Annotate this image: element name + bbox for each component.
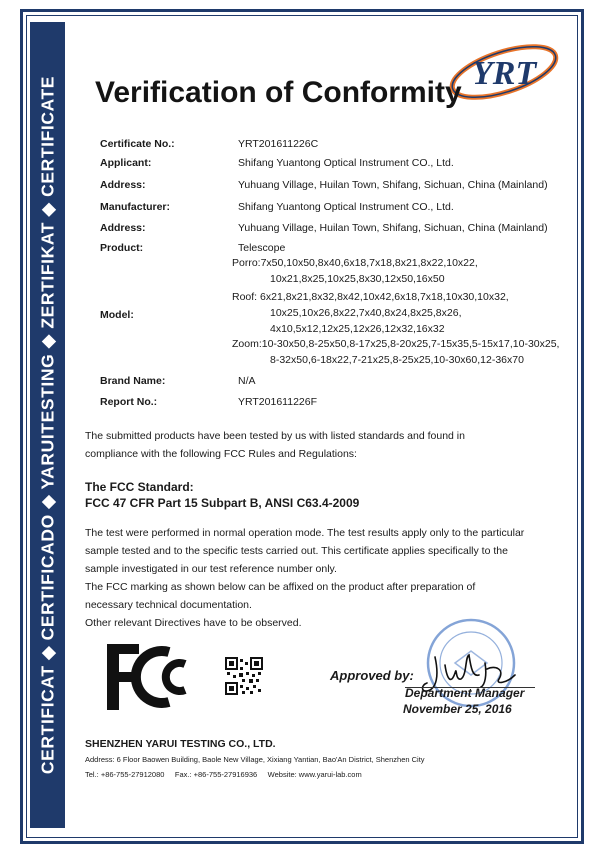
- manufacturer-address-label: Address:: [100, 222, 146, 234]
- model-porro-line: Porro:7x50,10x50,8x40,6x18,7x18,8x21,8x22,10x22,: [232, 257, 478, 269]
- model-roof-line: 10x25,10x26,8x22,7x40,8x24,8x25,8x26,: [270, 307, 462, 319]
- fcc-logo: [105, 642, 205, 712]
- fcc-standard: [85, 479, 359, 511]
- product-label: Product:: [100, 242, 144, 254]
- manufacturer-value: Shifang Yuantong Optical Instrument CO., Ltd.: [238, 201, 454, 213]
- applicant-address-label: Address:: [100, 179, 146, 191]
- company-name: SHENZHEN YARUI TESTING CO., LTD.: [85, 738, 276, 750]
- model-roof-line: Roof: 6x21,8x21,8x32,8x42,10x42,6x18,7x18,10x30,10x32,: [232, 291, 509, 303]
- fcc-standard-heading: The FCC Standard:: [85, 480, 194, 494]
- model-roof: [232, 289, 572, 337]
- notes-line: Other relevant Directives have to be observed.: [85, 617, 302, 629]
- notes-paragraph: [85, 524, 575, 632]
- qr-code-icon: [225, 657, 263, 695]
- intro-line: The submitted products have been tested by us with listed standards and found in: [85, 430, 465, 442]
- certificate-no-value: YRT201611226C: [238, 138, 319, 150]
- notes-line: The FCC marking as shown below can be affixed on the product after preparation of: [85, 581, 476, 593]
- notes-line: necessary technical documentation.: [85, 599, 252, 611]
- page-title: Verification of Conformity: [95, 76, 462, 109]
- brand-name-label: Brand Name:: [100, 375, 166, 387]
- applicant-value: Shifang Yuantong Optical Instrument CO., Ltd.: [238, 157, 454, 169]
- report-no-label: Report No.:: [100, 396, 158, 408]
- approval-date: November 25, 2016: [403, 702, 512, 716]
- approver-title: Department Manager: [405, 686, 525, 700]
- logo-text: YRT: [472, 55, 537, 92]
- company-contacts: [85, 770, 362, 779]
- model-zoom-line: 8-32x50,6-18x22,7-21x25,8-25x25,10-30x60,12-36x70: [270, 354, 524, 366]
- certificate-no-label: Certificate No.:: [100, 138, 175, 150]
- report-no-value: YRT201611226F: [238, 396, 318, 408]
- manufacturer-address-value: Yuhuang Village, Huilan Town, Shifang, Sichuan, China (Mainland): [238, 222, 548, 234]
- model-roof-line: 4x10,5x12,12x25,12x26,12x32,16x32: [270, 323, 445, 335]
- model-porro-line: 10x21,8x25,10x25,8x30,12x50,16x50: [270, 273, 445, 285]
- brand-name-value: N/A: [238, 375, 256, 387]
- company-fax: Fax.: +86-755-27916936: [174, 770, 258, 779]
- model-zoom-line: Zoom:10-30x50,8-25x50,8-17x25,8-20x25,7-15x35,5-15x17,10-30x25,: [232, 338, 560, 350]
- approved-by-label: Approved by:: [330, 668, 414, 683]
- notes-line: The test were performed in normal operation mode. The test results apply only to the particular: [85, 527, 525, 539]
- model-label: Model:: [100, 309, 134, 321]
- applicant-label: Applicant:: [100, 157, 152, 169]
- side-band-text: CERTIFICAT ◆ CERTIFICADO ◆ YARUITESTING ◆ ZERTIFIKAT ◆ CERTIFICATE: [37, 75, 58, 775]
- intro-line: compliance with the following FCC Rules and Regulations:: [85, 448, 357, 460]
- model-porro: [232, 255, 572, 287]
- company-website: Website: www.yarui-lab.com: [267, 770, 362, 779]
- company-address: Address: 6 Floor Baowen Building, Baole New Village, Xixiang Yantian, Bao'An District, Shenzhen City: [85, 755, 425, 764]
- notes-line: sample investigated in our test reference number only.: [85, 563, 337, 575]
- intro-paragraph: [85, 427, 575, 463]
- fcc-standard-value: FCC 47 CFR Part 15 Subpart B, ANSI C63.4-2009: [85, 496, 360, 510]
- company-tel: Tel.: +86-755-27912080: [85, 770, 165, 779]
- notes-line: sample tested and to the specific tests carried out. This certificate applies specifically to the: [85, 545, 508, 557]
- model-zoom: [232, 336, 572, 368]
- product-value: Telescope: [238, 242, 286, 254]
- applicant-address-value: Yuhuang Village, Huilan Town, Shifang, Sichuan, China (Mainland): [238, 179, 548, 191]
- manufacturer-label: Manufacturer:: [100, 201, 171, 213]
